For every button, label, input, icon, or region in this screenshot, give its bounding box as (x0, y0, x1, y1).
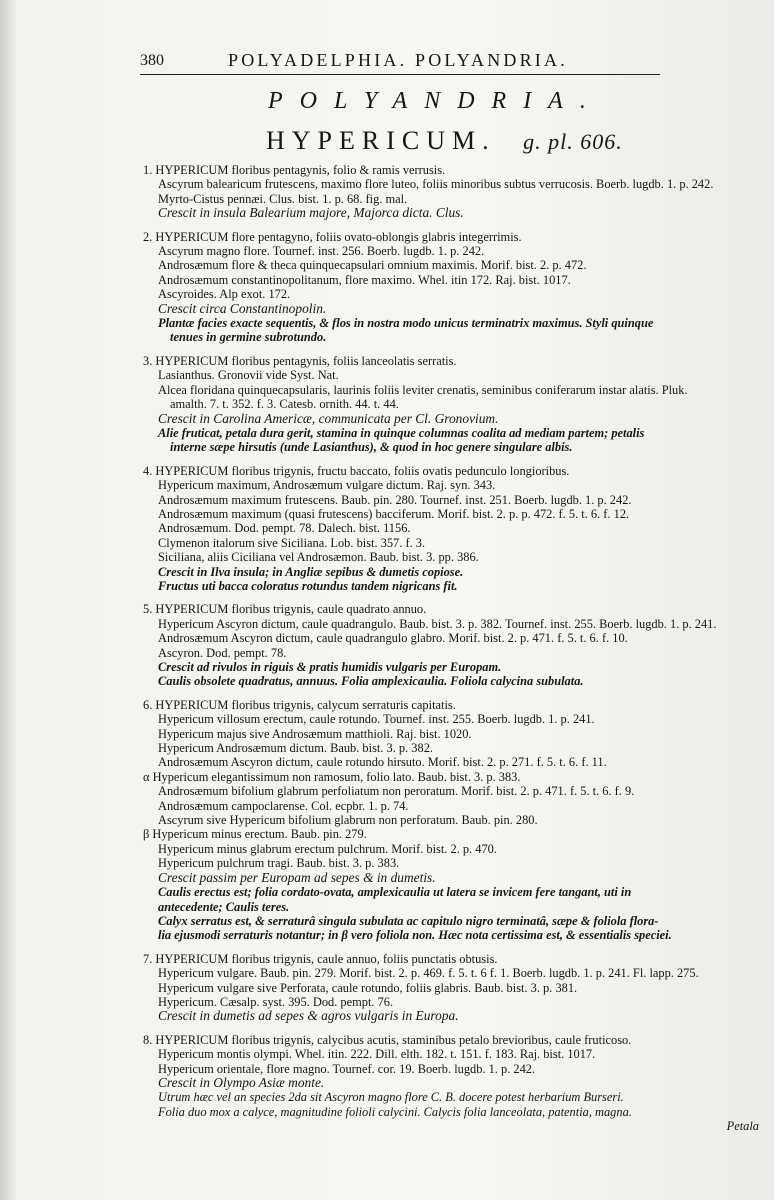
description-line: antecedente; Caulis teres. (158, 899, 290, 914)
diagnosis-line: 5. HYPERICUM floribus trigynis, caule quadrato annuo. (143, 602, 427, 617)
habitat-line: Crescit in Ilva insula; in Angliæ sepibus & dumetis copiose. (158, 564, 464, 579)
species-entry-1 (143, 163, 763, 221)
description-line: Caulis obsolete quadratus, annuus. Folia amplexicaulia. Foliola calycina subulata. (158, 674, 584, 689)
description-line: interne sæpe hirsutis (unde Lasianthus), & quod in hoc genere singulare albis. (170, 440, 573, 455)
habitat-line: Crescit passim per Europam ad sepes & in dumetis. (158, 869, 436, 885)
diagnosis-line: 3. HYPERICUM floribus pentagynis, foliis lanceolatis serratis. (143, 353, 457, 368)
synonym-line: amalth. 7. t. 352. f. 3. Catesb. ornith. 44. t. 44. (170, 397, 399, 412)
header-rule (140, 74, 660, 75)
species-entry-3 (143, 354, 763, 455)
synonym-line: Hypericum majus sive Androsæmum matthioli. Raj. bist. 1020. (158, 726, 472, 741)
synonym-line: Androsæmum. Dod. pempt. 78. Dalech. bist. 1156. (158, 521, 411, 536)
species-entry-2 (143, 230, 763, 345)
synonym-line: Ascyron. Dod. pempt. 78. (158, 645, 287, 660)
synonym-line: Androsæmum constantinopolitanum, flore maximo. Whel. itin 172. Raj. bist. 1017. (158, 272, 571, 287)
diagnosis-line: 1. HYPERICUM floribus pentagynis, folio & ramis verrusis. (143, 163, 446, 177)
diagnosis-line: 4. HYPERICUM floribus trigynis, fructu baccato, foliis ovatis pedunculo longioribus. (143, 463, 570, 478)
variety-alpha-line: α Hypericum elegantissimum non ramosum, folio lato. Baub. bist. 3. p. 383. (143, 769, 521, 784)
synonym-line: Ascyroides. Alp exot. 172. (158, 287, 291, 302)
species-entry-4 (143, 464, 763, 594)
description-line: Caulis erectus est; folia cordato-ovata, amplexicaulia ut latera se invicem fere tangant, uti in (158, 885, 632, 900)
synonym-line: Hypericum maximum, Androsæmum vulgare dictum. Raj. syn. 343. (158, 478, 496, 493)
description-line: Folia duo mox a calyce, magnitudine folioli calycini. Calycis folia lanceolata, patentia, magna. (158, 1104, 632, 1119)
habitat-line: Crescit in Olympo Asiæ monte. (158, 1074, 325, 1090)
synonym-line: Hypericum vulgare sive Perforata, caule rotundo, foliis glabris. Baub. bist. 3. p. 381. (158, 980, 578, 995)
habitat-line: Crescit in insula Balearium majore, Majorca dicta. Clus. (158, 205, 464, 221)
synonym-line: Clymenon italorum sive Siciliana. Lob. bist. 357. f. 3. (158, 535, 426, 550)
description-line: Alie fruticat, petala dura gerit, stamina in quinque columnas coalita ad mediam partem; petalis (158, 425, 645, 440)
synonym-line: Hypericum montis olympi. Whel. itin. 222. Dill. elth. 182. t. 151. f. 183. Raj. bist. 1017. (158, 1047, 596, 1062)
habitat-line: Crescit circa Constantinopolin. (158, 300, 327, 316)
habitat-line: Crescit ad rivulos in riguis & pratis humidis vulgaris per Europam. (158, 660, 502, 674)
synonym-line: Ascyrum sive Hypericum bifolium glabrum non perforatum. Baub. pin. 280. (158, 813, 538, 828)
synonym-line: Lasianthus. Gronovii vide Syst. Nat. (158, 368, 339, 383)
species-entry-6 (143, 698, 763, 943)
synonym-line: Siciliana, aliis Ciciliana vel Androsæmon. Baub. bist. 3. pp. 386. (158, 550, 479, 565)
diagnosis-line: 2. HYPERICUM flore pentagyno, foliis ovato-oblongis glabris integerrimis. (143, 229, 522, 244)
description-line: tenues in germine subrotundo. (170, 330, 327, 345)
synonym-line: Alcea floridana quinquecapsularis, laurinis foliis leviter crenatis, seminibus coniferarum instar alatis. Pluk. (158, 382, 688, 397)
page-header (140, 40, 660, 74)
genus-heading (266, 126, 623, 156)
diagnosis-line: 6. HYPERICUM floribus trigynis, calycum serraturis capitatis. (143, 697, 456, 712)
diagnosis-line: 7. HYPERICUM floribus trigynis, caule annuo, foliis punctatis obtusis. (143, 951, 498, 966)
variety-beta-line: β Hypericum minus erectum. Baub. pin. 279. (143, 827, 367, 842)
synonym-line: Androsæmum flore & theca quinquecapsulari omnium maximis. Morif. bist. 2. p. 472. (158, 258, 587, 273)
running-title: POLYADELPHIA. POLYANDRIA. (228, 50, 568, 70)
synonym-line: Hypericum vulgare. Baub. pin. 279. Morif. bist. 2. p. 469. f. 5. t. 6 f. 1. Boerb. lugdb. 1. p. 241. Fl. lapp. 275. (158, 966, 699, 981)
synonym-line: Ascyrum balearicum frutescens, maximo flore luteo, foliis minoribus subtus verrucosis. Boerb. lugdb. 1. p. 242. (158, 177, 714, 192)
synonym-line: Androsæmum Ascyron dictum, caule quadrangulo glabro. Morif. bist. 2. p. 471. f. 5. t. 6. f. 10. (158, 631, 628, 646)
synonym-line: Hypericum minus glabrum erectum pulchrum. Morif. bist. 2. p. 470. (158, 841, 497, 856)
synonym-line: Hypericum. Cæsalp. syst. 395. Dod. pempt. 76. (158, 994, 394, 1009)
section-title: POLYANDRIA. (268, 88, 603, 114)
synonym-line: Hypericum pulchrum tragi. Baub. bist. 3. p. 383. (158, 856, 400, 871)
synonym-line: Androsæmum maximum frutescens. Baub. pin. 280. Tournef. inst. 251. Boerb. lugdb. 1. p. 242. (158, 492, 632, 507)
species-entry-5 (143, 602, 763, 688)
species-entry-7 (143, 952, 763, 1024)
description-line: Fructus uti bacca coloratus rotundus tandem nigricans fit. (158, 578, 458, 593)
synonym-line: Hypericum villosum erectum, caule rotundo. Tournef. inst. 255. Boerb. lugdb. 1. p. 241. (158, 712, 595, 727)
diagnosis-line: 8. HYPERICUM floribus trigynis, calycibus acutis, staminibus petalo brevioribus, caule fruticoso. (143, 1032, 632, 1047)
species-list (143, 163, 763, 1143)
description-line: lia ejusmodi serraturis notantur; in β vero foliola non. Hæc nota certissima est, & essentialis speciei. (158, 928, 672, 943)
synonym-line: Androsæmum Ascyron dictum, caule rotundo hirsuto. Morif. bist. 2. p. 271. f. 5. t. 6. f. 11. (158, 755, 607, 770)
habitat-line: Crescit in dumetis ad sepes & agros vulgaris in Europa. (158, 1008, 459, 1024)
description-line: Utrum hæc vel an species 2da sit Ascyron magno flore C. B. docere potest herbarium Burseri. (158, 1090, 624, 1105)
synonym-line: Myrto-Cistus pennæi. Clus. bist. 1. p. 68. fig. mal. (158, 191, 408, 206)
description-line: Calyx serratus est, & serraturâ singula subulata ac capitulo nigro terminatâ, sæpe & foliola flora- (158, 913, 659, 928)
catchword: Petala (726, 1119, 759, 1134)
synonym-line: Androsæmum bifolium glabrum perfoliatum non peroratum. Morif. bist. 2. p. 471. f. 5. t. 6. f. 9. (158, 784, 635, 799)
habitat-line: Crescit in Carolina Americæ, communicata per Cl. Gronovium. (158, 410, 499, 426)
synonym-line: Androsæmum maximum (quasi frutescens) bacciferum. Morif. bist. 2. p. p. 472. f. 5. t. 6. f. 12. (158, 506, 630, 521)
synonym-line: Hypericum Ascyron dictum, caule quadrangulo. Baub. bist. 3. p. 382. Tournef. inst. 255. Boerb. lugdb. 1. p. 241. (158, 616, 717, 631)
genus-name: HYPERICUM. (266, 126, 496, 155)
page-number: 380 (140, 52, 164, 69)
synonym-line: Androsæmum campoclarense. Col. ecpbr. 1. p. 74. (158, 798, 409, 813)
description-line: Plantæ facies exacte sequentis, & flos in nostra modo unicus terminatrix maximus. Styli quinque (158, 316, 654, 331)
species-entry-8 (143, 1033, 763, 1134)
synonym-line: Hypericum Androsæmum dictum. Baub. bist. 3. p. 382. (158, 741, 433, 756)
genus-reference: g. pl. 606. (523, 129, 623, 154)
synonym-line: Hypericum orientale, flore magno. Tournef. cor. 19. Boerb. lugdb. 1. p. 242. (158, 1061, 536, 1076)
synonym-line: Ascyrum magno flore. Tournef. inst. 256. Boerb. lugdb. 1. p. 242. (158, 244, 485, 259)
